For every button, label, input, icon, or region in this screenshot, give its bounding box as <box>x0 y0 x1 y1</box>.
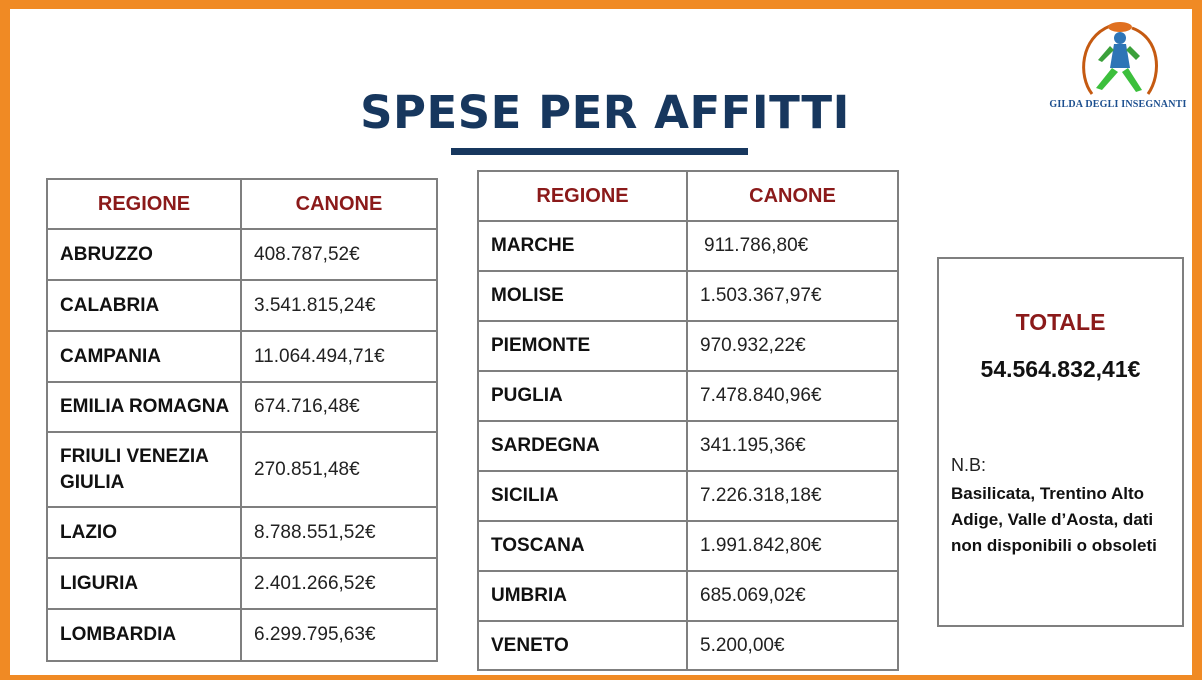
regione-cell: PUGLIA <box>478 371 687 421</box>
table-row <box>478 321 898 371</box>
regione-cell: MOLISE <box>478 271 687 321</box>
table-row <box>478 471 898 521</box>
canone-cell: 11.064.494,71€ <box>241 331 437 382</box>
canone-cell: 1.503.367,97€ <box>687 271 898 321</box>
table-row <box>47 558 437 609</box>
table-row <box>47 331 437 382</box>
canone-cell: 685.069,02€ <box>687 571 898 621</box>
table-row <box>478 221 898 271</box>
column-header-canone: CANONE <box>687 171 898 221</box>
canone-cell: 7.478.840,96€ <box>687 371 898 421</box>
canone-cell: 1.991.842,80€ <box>687 521 898 571</box>
table-row <box>478 521 898 571</box>
regione-cell: SARDEGNA <box>478 421 687 471</box>
regione-cell: EMILIA ROMAGNA <box>47 382 241 432</box>
canone-cell: 270.851,48€ <box>241 432 437 507</box>
page-title: SPESE PER AFFITTI <box>360 86 850 139</box>
regione-cell: CAMPANIA <box>47 331 241 382</box>
regione-cell: LAZIO <box>47 507 241 558</box>
title-underline <box>451 148 748 155</box>
table-left <box>46 178 438 662</box>
canone-cell: 3.541.815,24€ <box>241 280 437 331</box>
canone-cell: 8.788.551,52€ <box>241 507 437 558</box>
gilda-logo-icon <box>1070 16 1170 100</box>
canone-cell: 408.787,52€ <box>241 229 437 280</box>
table-row <box>47 507 437 558</box>
regione-cell: LOMBARDIA <box>47 609 241 661</box>
regione-cell: TOSCANA <box>478 521 687 571</box>
table-row <box>478 421 898 471</box>
table-row <box>478 621 898 670</box>
canone-cell: 970.932,22€ <box>687 321 898 371</box>
table-row <box>47 432 437 507</box>
totale-value: 54.564.832,41€ <box>980 356 1141 382</box>
table-row <box>478 371 898 421</box>
totale-label: TOTALE <box>1015 309 1106 335</box>
canone-cell: 7.226.318,18€ <box>687 471 898 521</box>
table-row <box>47 229 437 280</box>
table-row <box>47 382 437 432</box>
canone-cell: 2.401.266,52€ <box>241 558 437 609</box>
regione-cell: PIEMONTE <box>478 321 687 371</box>
regione-cell: VENETO <box>478 621 687 670</box>
nota-label: N.B: <box>951 455 987 475</box>
canone-cell: 6.299.795,63€ <box>241 609 437 661</box>
canone-cell: 5.200,00€ <box>687 621 898 670</box>
regione-cell: LIGURIA <box>47 558 241 609</box>
canone-cell: 341.195,36€ <box>687 421 898 471</box>
table-row <box>47 280 437 331</box>
table-row <box>478 571 898 621</box>
logo-caption: GILDA DEGLI INSEGNANTI <box>1049 99 1187 110</box>
table-right <box>477 170 899 671</box>
totale-box <box>937 257 1184 627</box>
regione-cell: UMBRIA <box>478 571 687 621</box>
regione-cell: CALABRIA <box>47 280 241 331</box>
regione-cell: MARCHE <box>478 221 687 271</box>
canone-cell: 674.716,48€ <box>241 382 437 432</box>
nota-text: Basilicata, Trentino Alto Adige, Valle d’Aosta, dati non disponibili o obsoleti <box>951 484 1157 555</box>
regione-cell: FRIULI VENEZIA GIULIA <box>47 432 241 507</box>
regione-cell: SICILIA <box>478 471 687 521</box>
canone-cell: 911.786,80€ <box>687 221 898 271</box>
column-header-canone: CANONE <box>241 179 437 229</box>
column-header-regione: REGIONE <box>478 171 687 221</box>
table-row <box>478 271 898 321</box>
column-header-regione: REGIONE <box>47 179 241 229</box>
table-row <box>47 609 437 661</box>
regione-cell: ABRUZZO <box>47 229 241 280</box>
